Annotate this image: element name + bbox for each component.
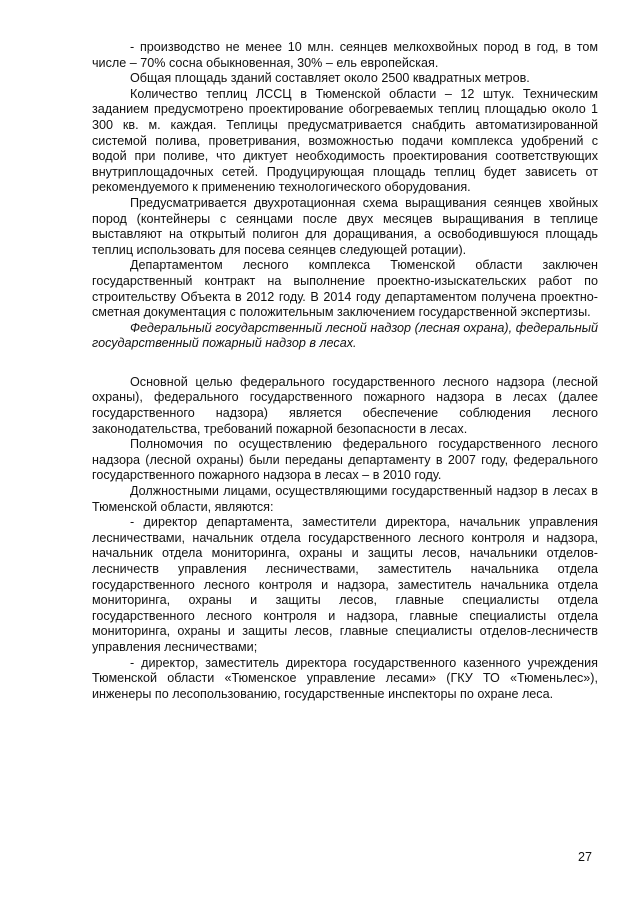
page-number: 27 [577, 850, 592, 864]
list-item: - директор, заместитель директора государственного казенного учреждения Тюменской области «Тюменское управление лесами» (ГКУ ТО «Тюменьлес»), инженеры по лесопользованию, государственные инспекторы по охране леса. [92, 655, 598, 701]
paragraph: Полномочия по осуществлению федерального государственного лесного надзора (лесной охраны) были переданы департаменту в 2007 году, федерального государственного пожарного надзора в лесах – в 2010 году. [92, 437, 598, 483]
paragraph: Департаментом лесного комплекса Тюменской области заключен государственный контракт на выполнение проектно-изыскательских работ по строительству Объекта в 2012 году. В 2014 году департаментом получена проектно-сметная документация с положительным заключением государственной экспертизы. [92, 258, 598, 320]
paragraph: Общая площадь зданий составляет около 2500 квадратных метров. [130, 71, 530, 86]
spacer [92, 352, 598, 375]
document-body [92, 40, 598, 702]
list-item: - директор департамента, заместители директора, начальник управления лесничествами, начальник отдела государственного лесного контроля и надзора, начальник отдела мониторинга, охраны и защиты лесов, начальники отделов-лесничеств управления лесничествами, заместитель начальника отдела государственного лесного контроля и надзора, заместитель начальника отдела мониторинга, охраны и защиты лесов, главные специалисты отдела государственного лесного контроля и надзора, главные специалисты отдела мониторинга, охраны и защиты лесов, главные специалисты отделов-лесничеств управления лесничествами; [92, 515, 598, 654]
section-heading: Федеральный государственный лесной надзор (лесная охрана), федеральный государственный пожарный надзор в лесах. [92, 320, 598, 351]
paragraph: Основной целью федерального государственного лесного надзора (лесной охраны), федерального государственного пожарного надзора в лесах (далее государственного надзора) является обеспечение соблюдения лесного законодательства, требований пожарной безопасности в лесах. [92, 374, 598, 436]
paragraph: Должностными лицами, осуществляющими государственный надзор в лесах в Тюменской области, являются: [92, 484, 598, 514]
paragraph: - производство не менее 10 млн. сеянцев мелкохвойных пород в год, в том числе – 70% сосна обыкновенная, 30% – ель европейская. [92, 40, 598, 70]
paragraph: Количество теплиц ЛССЦ в Тюменской области – 12 штук. Техническим заданием предусмотрено проектирование обогреваемых теплиц площадью около 1 300 кв. м. каждая. Теплицы предусматривается снабдить автоматизированной системой полива, проветривания, возможностью подачи комплекса удобрений с водой при поливе, что диктует необходимость проектирования соответствующих внутриплощадочных сетей. Продуцирующая площадь теплиц будет зависеть от рекомендуемого к применению технологического оборудования. [92, 86, 598, 195]
paragraph: Предусматривается двухротационная схема выращивания сеянцев хвойных пород (контейнеры с сеянцами после двух месяцев выращивания в теплице выставляют на открытый полигон для доращивания, а освободившуюся площадь теплиц использовать для посева сеянцев следующей ротации). [92, 195, 598, 257]
